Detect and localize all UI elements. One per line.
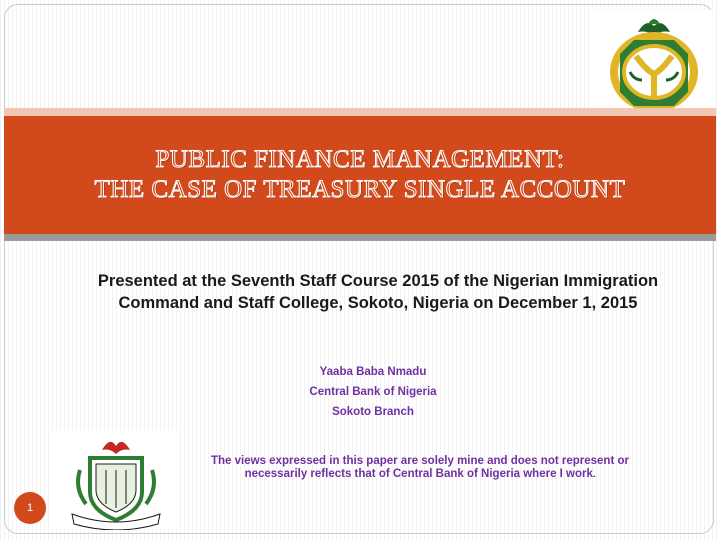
banner-bottom-band <box>4 234 716 241</box>
disclaimer-text: The views expressed in this paper are solely mine and does not represent or necessarily reflects that of Central Bank of Nigeria where I work <box>211 455 629 480</box>
cbn-logo <box>590 10 714 118</box>
disclaimer-tail: . <box>592 469 596 479</box>
disclaimer <box>196 455 644 481</box>
cbn-emblem-icon <box>590 10 714 118</box>
author-block <box>260 362 486 422</box>
page-number-badge: 1 <box>14 492 46 524</box>
title-line-2: THE CASE OF TREASURY SINGLE ACCOUNT <box>94 176 626 203</box>
title-line-1: PUBLIC FINANCE MANAGEMENT: <box>155 146 565 173</box>
author-name: Yaaba Baba Nmadu <box>319 366 427 378</box>
nis-logo <box>50 430 180 530</box>
title-banner <box>4 116 716 234</box>
presentation-details: Presented at the Seventh Staff Course 2015 of the Nigerian Immigration Command and Staff College, Sokoto, Nigeria on December 1, 2015 <box>97 272 659 312</box>
author-branch: Sokoto Branch <box>332 406 414 418</box>
nis-emblem-icon <box>50 430 180 530</box>
banner-top-band <box>4 108 716 116</box>
author-institution: Central Bank of Nigeria <box>309 386 437 398</box>
